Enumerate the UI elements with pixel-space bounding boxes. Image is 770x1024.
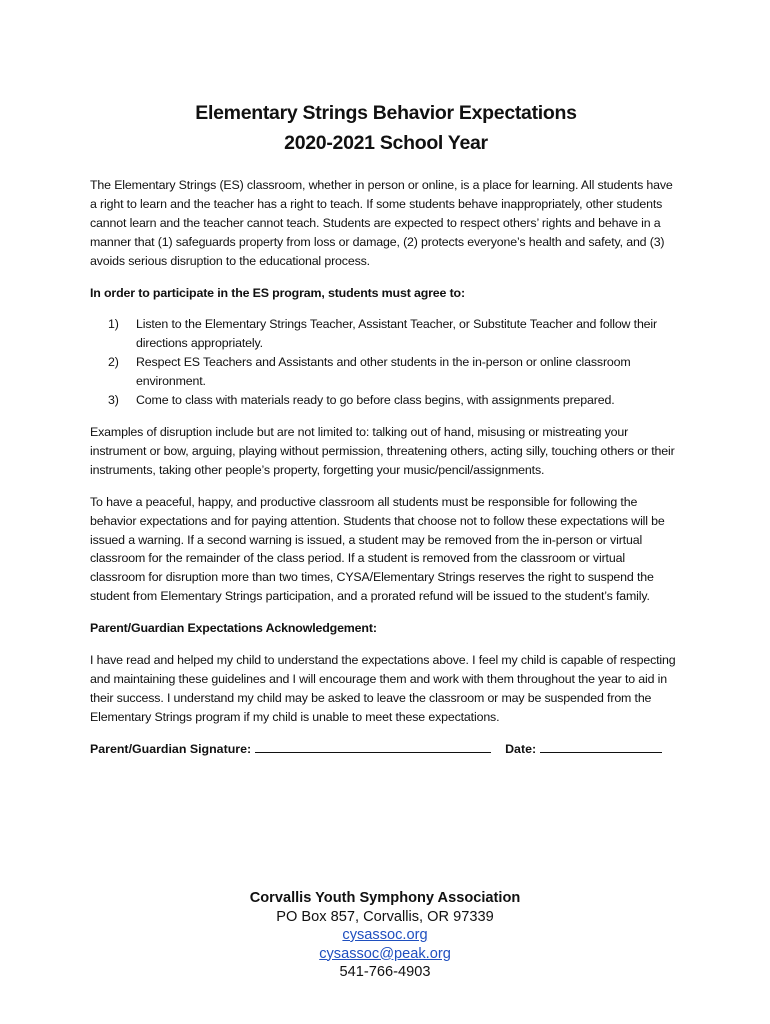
date-label: Date: bbox=[505, 741, 537, 756]
mailing-address: PO Box 857, Corvallis, OR 97339 bbox=[276, 908, 494, 925]
title-line-1: Elementary Strings Behavior Expectations bbox=[195, 102, 577, 124]
document-page bbox=[90, 98, 682, 759]
rules-list bbox=[90, 315, 682, 410]
classroom-policy-paragraph: To have a peaceful, happy, and productive classroom all students must be responsible for following the behavior expectations and for paying attention. Students that choose not to follow these expectations will be issued a warning. If a second warning is issued, a student may be removed from the in-person or virtual classroom for the remainder of the class period. If a student is removed from the classroom or virtual classroom for disruption more than two times, CYSA/Elementary Strings reserves the right to suspend the student from Elementary Strings participation, and a prorated refund will be issued to the student’s family. bbox=[90, 494, 665, 604]
date-field[interactable] bbox=[540, 740, 662, 753]
website-link[interactable]: cysassoc.org bbox=[342, 927, 428, 943]
rule-number: 2) bbox=[108, 355, 119, 370]
email-link[interactable]: cysassoc@peak.org bbox=[319, 945, 451, 962]
intro-paragraph: The Elementary Strings (ES) classroom, whether in person or online, is a place for learning. All students have a right to learn and the teacher has a right to teach. If some students behave inappropriately, other students cannot learn and the teacher cannot teach. Students are expected to respect others’ rights and behave in a manner that (1) safeguards property from loss or damage, (2) protects everyone’s health and safety, and (3) avoids serious disruption to the educational process. bbox=[90, 178, 673, 268]
footer-contact bbox=[0, 889, 770, 982]
signature-label: Parent/Guardian Signature: bbox=[90, 741, 252, 756]
signature-row bbox=[90, 740, 682, 759]
organization-name: Corvallis Youth Symphony Association bbox=[249, 890, 521, 906]
rule-item bbox=[108, 315, 682, 353]
rule-number: 3) bbox=[108, 393, 119, 408]
acknowledgement-heading: Parent/Guardian Expectations Acknowledgement: bbox=[90, 621, 377, 636]
rule-number: 1) bbox=[108, 317, 119, 332]
rule-text: Come to class with materials ready to go before class begins, with assignments prepared. bbox=[136, 393, 615, 408]
rule-item bbox=[108, 353, 682, 391]
rule-text: Listen to the Elementary Strings Teacher, Assistant Teacher, or Substitute Teacher and follow their directions appropriately. bbox=[136, 317, 658, 351]
rule-text: Respect ES Teachers and Assistants and other students in the in-person or online classroom environment. bbox=[136, 355, 631, 389]
phone-number: 541-766-4903 bbox=[339, 964, 431, 980]
title-line-2: 2020-2021 School Year bbox=[284, 132, 488, 154]
document-title bbox=[90, 98, 682, 158]
agree-heading: In order to participate in the ES program, students must agree to: bbox=[90, 285, 465, 300]
signature-field[interactable] bbox=[255, 740, 491, 753]
examples-paragraph: Examples of disruption include but are not limited to: talking out of hand, misusing or mistreating your instrument or bow, arguing, playing without permission, threatening others, acting silly, touching others or their instruments, taking other people’s property, forgetting your music/pencil/assignments. bbox=[90, 424, 675, 477]
acknowledgement-paragraph: I have read and helped my child to understand the expectations above. I feel my child is capable of respecting and maintaining these guidelines and I will encourage them and work with them throughout the year to aid in their success. I understand my child may be asked to leave the classroom or may be suspended from the Elementary Strings program if my child is unable to meet these expectations. bbox=[90, 653, 676, 724]
rule-item bbox=[108, 391, 682, 410]
